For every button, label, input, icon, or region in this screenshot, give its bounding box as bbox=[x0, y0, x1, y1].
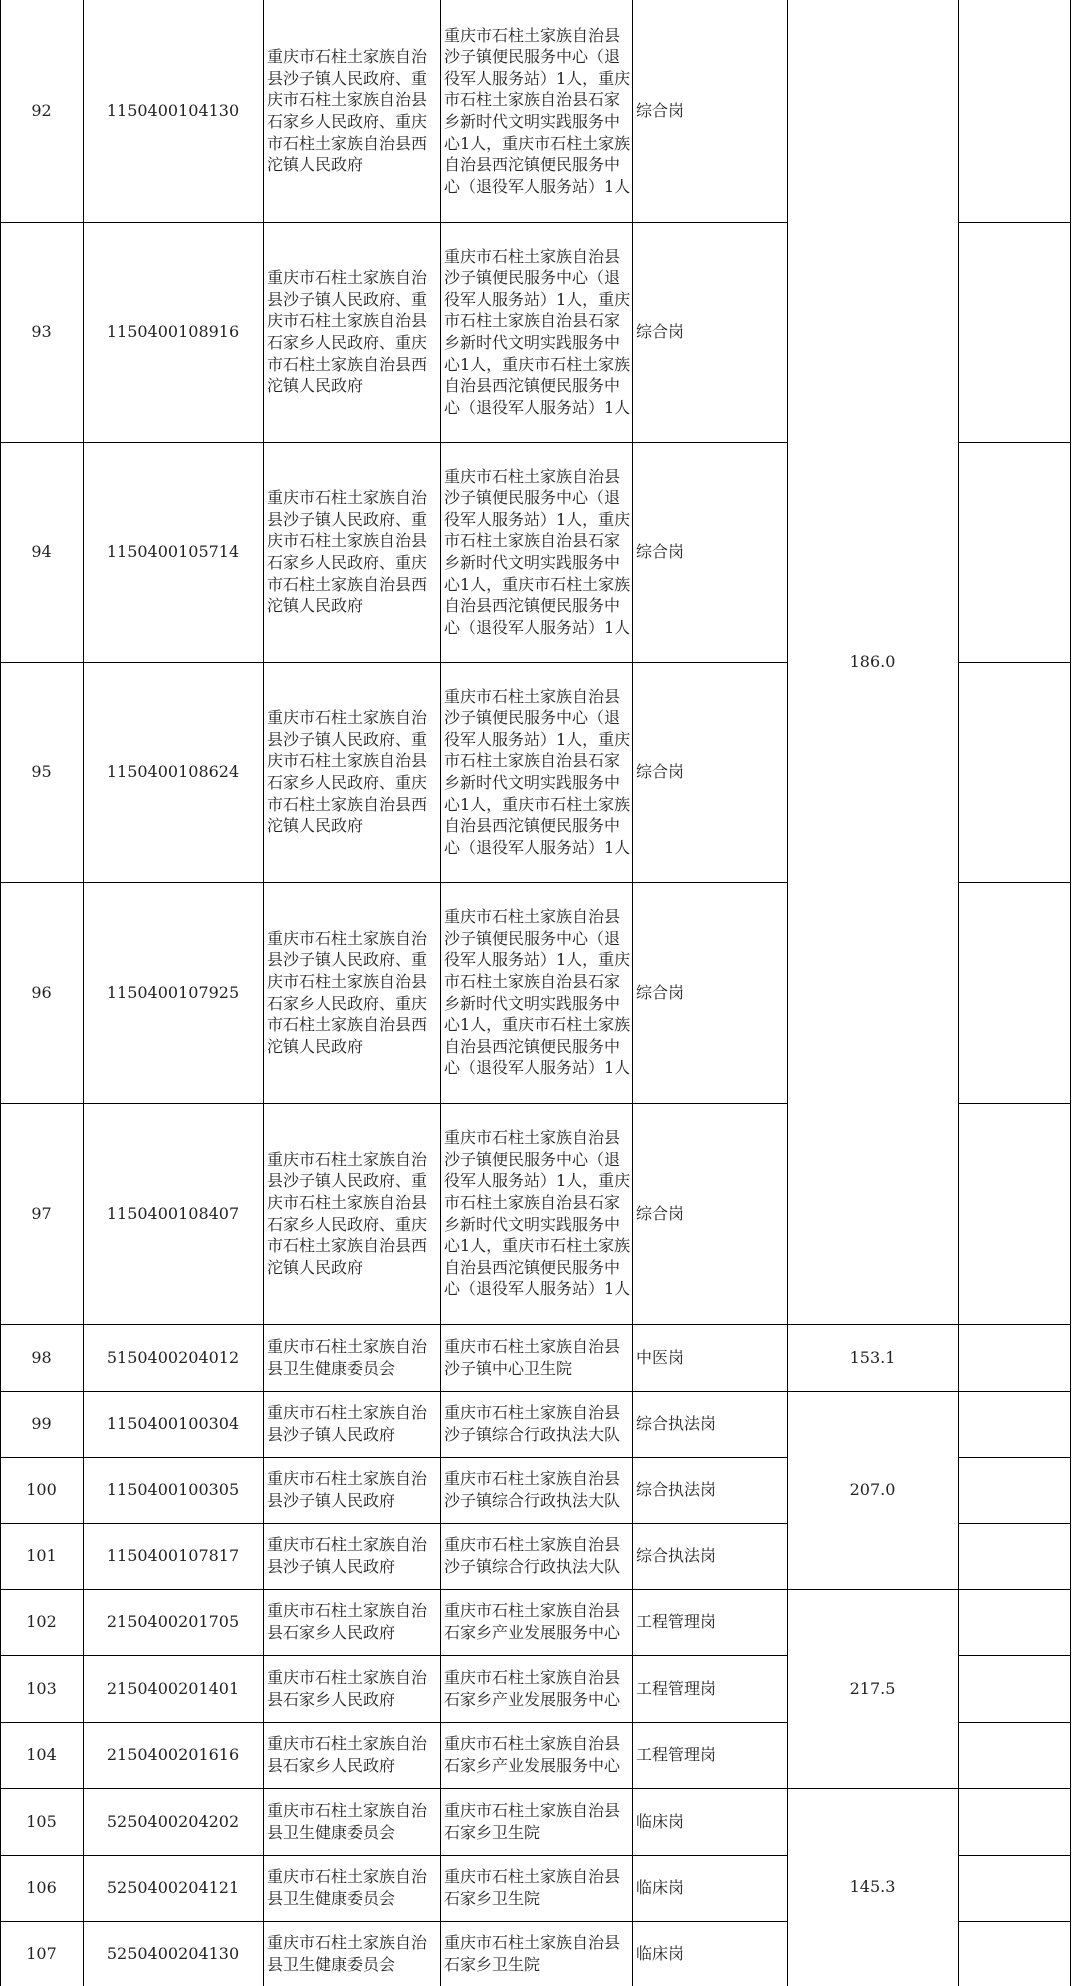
unit-text: 重庆市石柱土家族自治县石家乡卫生院 bbox=[444, 1867, 621, 1908]
remark-cell bbox=[959, 662, 1070, 882]
candidate-id-cell bbox=[84, 1921, 262, 1986]
row-number-cell bbox=[1, 1921, 82, 1986]
row-divider bbox=[0, 1391, 1071, 1392]
row-number-text: 93 bbox=[31, 322, 52, 342]
department-cell bbox=[264, 1391, 439, 1457]
department-cell bbox=[264, 1589, 439, 1655]
position-text: 综合岗 bbox=[636, 1203, 685, 1223]
column-divider bbox=[958, 0, 959, 1986]
column-divider bbox=[787, 0, 788, 1986]
position-text: 综合岗 bbox=[636, 101, 685, 121]
unit-cell bbox=[441, 1391, 631, 1457]
position-cell bbox=[633, 0, 786, 222]
department-text: 重庆市石柱土家族自治县沙子镇人民政府、重庆市石柱土家族自治县石家乡人民政府、重庆市石柱土家族自治县西沱镇人民政府 bbox=[267, 708, 428, 836]
department-cell bbox=[264, 1523, 439, 1589]
position-cell bbox=[633, 1324, 786, 1391]
unit-cell bbox=[441, 0, 631, 222]
row-number-text: 98 bbox=[31, 1347, 52, 1367]
row-divider bbox=[0, 662, 787, 663]
candidate-id-text: 1150400105714 bbox=[106, 542, 240, 562]
score-value: 186.0 bbox=[849, 652, 896, 672]
candidate-id-cell bbox=[84, 1457, 262, 1523]
candidate-id-text: 5250400204130 bbox=[106, 1943, 240, 1963]
column-divider bbox=[632, 0, 633, 1986]
row-divider bbox=[0, 1921, 787, 1922]
position-cell bbox=[633, 1855, 786, 1921]
candidate-id-text: 5250400204202 bbox=[106, 1811, 240, 1831]
row-divider bbox=[958, 1103, 1071, 1104]
position-text: 综合执法岗 bbox=[636, 1546, 717, 1566]
remark-cell bbox=[959, 1523, 1070, 1589]
row-divider bbox=[958, 662, 1071, 663]
row-number-cell bbox=[1, 1391, 82, 1457]
score-value: 207.0 bbox=[849, 1480, 896, 1500]
row-divider bbox=[0, 1722, 787, 1723]
row-divider bbox=[958, 222, 1071, 223]
row-divider bbox=[0, 1324, 1071, 1325]
candidate-id-cell bbox=[84, 1855, 262, 1921]
remark-cell bbox=[959, 1655, 1070, 1722]
row-number-text: 103 bbox=[26, 1678, 57, 1698]
position-text: 工程管理岗 bbox=[636, 1745, 717, 1765]
unit-text: 重庆市石柱土家族自治县沙子镇中心卫生院 bbox=[444, 1336, 621, 1378]
department-text: 重庆市石柱土家族自治县沙子镇人民政府 bbox=[267, 1469, 428, 1510]
department-cell bbox=[264, 222, 439, 442]
score-value: 145.3 bbox=[849, 1877, 896, 1897]
column-divider bbox=[440, 0, 441, 1986]
candidate-id-text: 1150400108407 bbox=[106, 1203, 240, 1223]
row-number-text: 99 bbox=[31, 1414, 52, 1434]
department-cell bbox=[264, 1855, 439, 1921]
candidate-id-text: 5150400204012 bbox=[106, 1347, 240, 1367]
row-number-cell bbox=[1, 882, 82, 1103]
position-cell bbox=[633, 882, 786, 1103]
remark-cell bbox=[959, 1103, 1070, 1324]
row-number-text: 102 bbox=[26, 1612, 57, 1632]
department-text: 重庆市石柱土家族自治县沙子镇人民政府、重庆市石柱土家族自治县石家乡人民政府、重庆市石柱土家族自治县西沱镇人民政府 bbox=[267, 47, 428, 175]
position-cell bbox=[633, 662, 786, 882]
department-cell bbox=[264, 0, 439, 222]
row-number-cell bbox=[1, 442, 82, 662]
remark-cell bbox=[959, 222, 1070, 442]
row-divider bbox=[0, 882, 787, 883]
position-text: 综合岗 bbox=[636, 982, 685, 1002]
remark-cell bbox=[959, 882, 1070, 1103]
row-divider bbox=[0, 1855, 787, 1856]
row-divider bbox=[958, 1855, 1071, 1856]
remark-cell bbox=[959, 1855, 1070, 1921]
unit-cell bbox=[441, 1655, 631, 1722]
row-number-text: 106 bbox=[26, 1878, 57, 1898]
row-divider bbox=[958, 882, 1071, 883]
column-divider bbox=[1070, 0, 1071, 1986]
candidate-id-text: 1150400108624 bbox=[106, 762, 240, 782]
unit-text: 重庆市石柱土家族自治县沙子镇便民服务中心（退役军人服务站）1人，重庆市石柱土家族自治县石家乡新时代文明实践服务中心1人，重庆市石柱土家族自治县西沱镇便民服务中心（退役军人服务站）1人 bbox=[444, 1128, 631, 1299]
candidate-id-cell bbox=[84, 1589, 262, 1655]
unit-cell bbox=[441, 662, 631, 882]
candidate-id-text: 2150400201401 bbox=[106, 1678, 240, 1698]
unit-text: 重庆市石柱土家族自治县沙子镇综合行政执法大队 bbox=[444, 1403, 621, 1444]
remark-cell bbox=[959, 0, 1070, 222]
department-cell bbox=[264, 1324, 439, 1391]
department-text: 重庆市石柱土家族自治县卫生健康委员会 bbox=[267, 1932, 428, 1974]
position-cell bbox=[633, 442, 786, 662]
row-number-cell bbox=[1, 1655, 82, 1722]
row-number-text: 97 bbox=[31, 1203, 52, 1223]
row-number-cell bbox=[1, 1523, 82, 1589]
row-number-text: 96 bbox=[31, 982, 52, 1002]
candidate-id-cell bbox=[84, 1788, 262, 1855]
unit-text: 重庆市石柱土家族自治县沙子镇便民服务中心（退役军人服务站）1人，重庆市石柱土家族自治县石家乡新时代文明实践服务中心1人，重庆市石柱土家族自治县西沱镇便民服务中心（退役军人服务站）1人 bbox=[444, 25, 631, 196]
position-cell bbox=[633, 1589, 786, 1655]
position-text: 综合岗 bbox=[636, 542, 685, 562]
unit-cell bbox=[441, 442, 631, 662]
row-divider bbox=[958, 1457, 1071, 1458]
department-cell bbox=[264, 662, 439, 882]
score-cell bbox=[788, 1324, 957, 1391]
row-number-cell bbox=[1, 1589, 82, 1655]
remark-cell bbox=[959, 1324, 1070, 1391]
row-number-text: 105 bbox=[26, 1811, 57, 1831]
remark-cell bbox=[959, 1722, 1070, 1788]
candidate-id-cell bbox=[84, 1655, 262, 1722]
department-text: 重庆市石柱土家族自治县卫生健康委员会 bbox=[267, 1336, 428, 1378]
unit-cell bbox=[441, 1921, 631, 1986]
position-text: 临床岗 bbox=[636, 1943, 685, 1963]
row-divider bbox=[958, 1921, 1071, 1922]
department-text: 重庆市石柱土家族自治县沙子镇人民政府、重庆市石柱土家族自治县石家乡人民政府、重庆市石柱土家族自治县西沱镇人民政府 bbox=[267, 928, 428, 1056]
score-cell bbox=[788, 0, 957, 1324]
row-divider bbox=[0, 442, 787, 443]
row-divider bbox=[0, 1788, 1071, 1789]
row-number-text: 104 bbox=[26, 1745, 57, 1765]
unit-text: 重庆市石柱土家族自治县沙子镇综合行政执法大队 bbox=[444, 1469, 621, 1510]
score-value: 217.5 bbox=[849, 1678, 896, 1698]
position-cell bbox=[633, 1722, 786, 1788]
position-cell bbox=[633, 1788, 786, 1855]
unit-text: 重庆市石柱土家族自治县石家乡卫生院 bbox=[444, 1932, 621, 1974]
candidate-id-cell bbox=[84, 1722, 262, 1788]
row-divider bbox=[958, 1655, 1071, 1656]
position-cell bbox=[633, 1921, 786, 1986]
row-divider bbox=[958, 442, 1071, 443]
candidate-id-text: 1150400108916 bbox=[106, 322, 240, 342]
unit-text: 重庆市石柱土家族自治县沙子镇便民服务中心（退役军人服务站）1人，重庆市石柱土家族自治县石家乡新时代文明实践服务中心1人，重庆市石柱土家族自治县西沱镇便民服务中心（退役军人服务站）1人 bbox=[444, 686, 631, 857]
candidate-id-cell bbox=[84, 1324, 262, 1391]
position-cell bbox=[633, 1391, 786, 1457]
position-text: 工程管理岗 bbox=[636, 1612, 717, 1632]
department-cell bbox=[264, 1655, 439, 1722]
department-text: 重庆市石柱土家族自治县卫生健康委员会 bbox=[267, 1867, 428, 1908]
remark-cell bbox=[959, 1788, 1070, 1855]
position-cell bbox=[633, 222, 786, 442]
position-cell bbox=[633, 1103, 786, 1324]
row-divider bbox=[0, 1103, 787, 1104]
position-text: 中医岗 bbox=[636, 1347, 685, 1367]
department-cell bbox=[264, 1103, 439, 1324]
position-text: 综合执法岗 bbox=[636, 1414, 717, 1434]
department-text: 重庆市石柱土家族自治县沙子镇人民政府、重庆市石柱土家族自治县石家乡人民政府、重庆市石柱土家族自治县西沱镇人民政府 bbox=[267, 488, 428, 616]
candidate-id-cell bbox=[84, 662, 262, 882]
score-cell bbox=[788, 1589, 957, 1788]
position-cell bbox=[633, 1523, 786, 1589]
candidate-id-text: 1150400107817 bbox=[106, 1546, 240, 1566]
candidate-id-text: 2150400201705 bbox=[106, 1612, 240, 1632]
row-divider bbox=[958, 1722, 1071, 1723]
row-divider bbox=[958, 1523, 1071, 1524]
unit-cell bbox=[441, 1324, 631, 1391]
candidate-id-cell bbox=[84, 0, 262, 222]
row-number-cell bbox=[1, 1722, 82, 1788]
unit-cell bbox=[441, 1457, 631, 1523]
position-text: 综合岗 bbox=[636, 762, 685, 782]
unit-text: 重庆市石柱土家族自治县沙子镇便民服务中心（退役军人服务站）1人，重庆市石柱土家族自治县石家乡新时代文明实践服务中心1人，重庆市石柱土家族自治县西沱镇便民服务中心（退役军人服务站）1人 bbox=[444, 907, 631, 1078]
department-text: 重庆市石柱土家族自治县石家乡人民政府 bbox=[267, 1601, 428, 1642]
column-divider bbox=[263, 0, 264, 1986]
position-text: 综合岗 bbox=[636, 322, 685, 342]
row-number-text: 100 bbox=[26, 1480, 57, 1500]
department-cell bbox=[264, 1722, 439, 1788]
unit-text: 重庆市石柱土家族自治县沙子镇便民服务中心（退役军人服务站）1人，重庆市石柱土家族自治县石家乡新时代文明实践服务中心1人，重庆市石柱土家族自治县西沱镇便民服务中心（退役军人服务站）1人 bbox=[444, 466, 631, 637]
candidate-id-text: 1150400100305 bbox=[106, 1480, 240, 1500]
row-number-text: 94 bbox=[31, 542, 52, 562]
candidate-id-cell bbox=[84, 442, 262, 662]
unit-text: 重庆市石柱土家族自治县石家乡卫生院 bbox=[444, 1800, 621, 1842]
candidate-id-cell bbox=[84, 1391, 262, 1457]
candidate-id-cell bbox=[84, 882, 262, 1103]
remark-cell bbox=[959, 1589, 1070, 1655]
candidate-id-text: 1150400107925 bbox=[106, 982, 240, 1002]
unit-cell bbox=[441, 222, 631, 442]
department-text: 重庆市石柱土家族自治县沙子镇人民政府、重庆市石柱土家族自治县石家乡人民政府、重庆市石柱土家族自治县西沱镇人民政府 bbox=[267, 268, 428, 396]
candidate-id-text: 1150400104130 bbox=[106, 101, 240, 121]
candidate-id-text: 1150400100304 bbox=[106, 1414, 240, 1434]
score-cell bbox=[788, 1391, 957, 1589]
unit-cell bbox=[441, 1523, 631, 1589]
unit-text: 重庆市石柱土家族自治县石家乡产业发展服务中心 bbox=[444, 1601, 621, 1642]
row-number-cell bbox=[1, 1457, 82, 1523]
row-number-cell bbox=[1, 0, 82, 222]
unit-text: 重庆市石柱土家族自治县石家乡产业发展服务中心 bbox=[444, 1667, 621, 1709]
row-number-text: 95 bbox=[31, 762, 52, 782]
department-cell bbox=[264, 442, 439, 662]
column-divider bbox=[0, 0, 1, 1986]
row-number-cell bbox=[1, 1788, 82, 1855]
candidate-id-text: 2150400201616 bbox=[106, 1745, 240, 1765]
score-value: 153.1 bbox=[849, 1347, 896, 1367]
candidate-id-cell bbox=[84, 222, 262, 442]
remark-cell bbox=[959, 1921, 1070, 1986]
department-text: 重庆市石柱土家族自治县石家乡人民政府 bbox=[267, 1734, 428, 1775]
department-text: 重庆市石柱土家族自治县石家乡人民政府 bbox=[267, 1667, 428, 1709]
unit-text: 重庆市石柱土家族自治县沙子镇便民服务中心（退役军人服务站）1人，重庆市石柱土家族自治县石家乡新时代文明实践服务中心1人，重庆市石柱土家族自治县西沱镇便民服务中心（退役军人服务站）1人 bbox=[444, 246, 631, 417]
score-cell bbox=[788, 1788, 957, 1986]
position-text: 综合执法岗 bbox=[636, 1480, 717, 1500]
row-divider bbox=[0, 1457, 787, 1458]
position-text: 工程管理岗 bbox=[636, 1678, 717, 1698]
row-number-cell bbox=[1, 662, 82, 882]
row-number-cell bbox=[1, 222, 82, 442]
department-cell bbox=[264, 1457, 439, 1523]
department-cell bbox=[264, 882, 439, 1103]
unit-cell bbox=[441, 1788, 631, 1855]
department-cell bbox=[264, 1788, 439, 1855]
row-number-cell bbox=[1, 1103, 82, 1324]
candidate-id-cell bbox=[84, 1523, 262, 1589]
row-number-text: 92 bbox=[31, 101, 52, 121]
candidate-id-cell bbox=[84, 1103, 262, 1324]
position-text: 临床岗 bbox=[636, 1811, 685, 1831]
row-divider bbox=[0, 1655, 787, 1656]
unit-text: 重庆市石柱土家族自治县沙子镇综合行政执法大队 bbox=[444, 1535, 621, 1576]
row-divider bbox=[0, 1589, 1071, 1590]
unit-cell bbox=[441, 1589, 631, 1655]
row-number-text: 107 bbox=[26, 1943, 57, 1963]
column-divider bbox=[83, 0, 84, 1986]
row-number-cell bbox=[1, 1855, 82, 1921]
row-divider bbox=[0, 222, 787, 223]
unit-cell bbox=[441, 1103, 631, 1324]
unit-cell bbox=[441, 1722, 631, 1788]
department-text: 重庆市石柱土家族自治县沙子镇人民政府 bbox=[267, 1403, 428, 1444]
row-divider bbox=[0, 1523, 787, 1524]
remark-cell bbox=[959, 1457, 1070, 1523]
department-text: 重庆市石柱土家族自治县卫生健康委员会 bbox=[267, 1800, 428, 1842]
position-cell bbox=[633, 1457, 786, 1523]
remark-cell bbox=[959, 442, 1070, 662]
unit-cell bbox=[441, 882, 631, 1103]
department-text: 重庆市石柱土家族自治县沙子镇人民政府 bbox=[267, 1535, 428, 1576]
department-text: 重庆市石柱土家族自治县沙子镇人民政府、重庆市石柱土家族自治县石家乡人民政府、重庆市石柱土家族自治县西沱镇人民政府 bbox=[267, 1149, 428, 1277]
remark-cell bbox=[959, 1391, 1070, 1457]
position-cell bbox=[633, 1655, 786, 1722]
position-text: 临床岗 bbox=[636, 1878, 685, 1898]
unit-cell bbox=[441, 1855, 631, 1921]
unit-text: 重庆市石柱土家族自治县石家乡产业发展服务中心 bbox=[444, 1734, 621, 1775]
department-cell bbox=[264, 1921, 439, 1986]
candidate-id-text: 5250400204121 bbox=[106, 1878, 240, 1898]
row-number-cell bbox=[1, 1324, 82, 1391]
row-number-text: 101 bbox=[26, 1546, 57, 1566]
